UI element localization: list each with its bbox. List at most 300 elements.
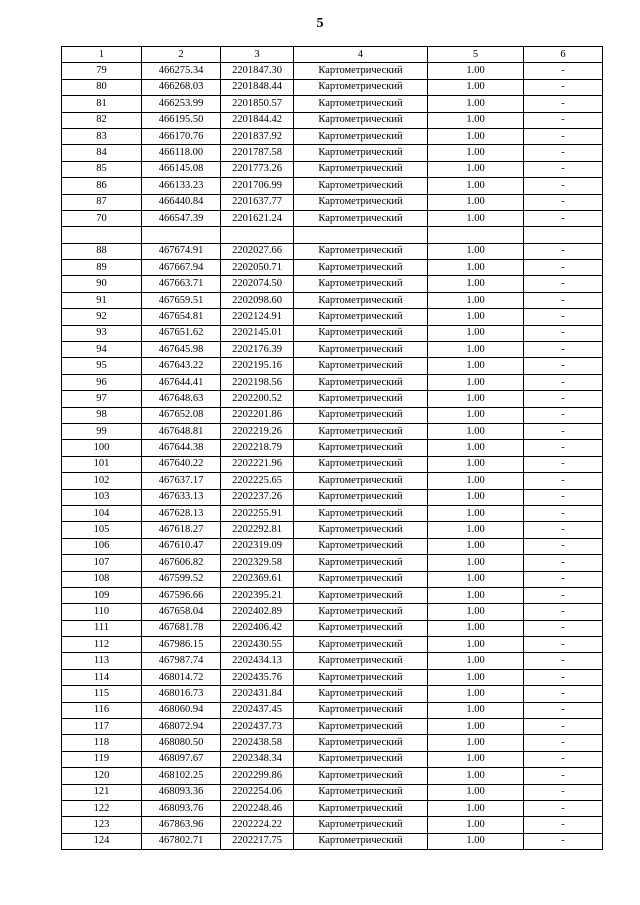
note-cell: - [524,112,603,128]
method-cell: Картометрический [294,768,428,784]
method-cell: Картометрический [294,161,428,177]
method-cell: Картометрический [294,309,428,325]
x-coordinate-cell: 466547.39 [142,210,221,226]
x-coordinate-cell: 468014.72 [142,669,221,685]
accuracy-cell: 1.00 [428,276,524,292]
note-cell: - [524,128,603,144]
method-cell: Картометрический [294,407,428,423]
note-cell: - [524,292,603,308]
y-coordinate-cell: 2202198.56 [221,374,294,390]
table-row [62,604,603,620]
point-number-cell: 112 [62,637,142,653]
accuracy-cell: 1.00 [428,538,524,554]
y-coordinate-cell: 2202201.86 [221,407,294,423]
table-row [62,473,603,489]
note-cell: - [524,456,603,472]
point-number-cell: 121 [62,784,142,800]
accuracy-cell: 1.00 [428,358,524,374]
x-coordinate-cell: 468016.73 [142,686,221,702]
y-coordinate-cell: 2202369.61 [221,571,294,587]
y-coordinate-cell: 2202395.21 [221,587,294,603]
point-number-cell: 108 [62,571,142,587]
note-cell: - [524,473,603,489]
y-coordinate-cell: 2201621.24 [221,210,294,226]
accuracy-cell: 1.00 [428,784,524,800]
y-coordinate-cell: 2202319.09 [221,538,294,554]
note-cell: - [524,587,603,603]
note-cell: - [524,833,603,849]
table-row [62,817,603,833]
method-cell: Картометрический [294,505,428,521]
note-cell: - [524,342,603,358]
point-number-cell: 100 [62,440,142,456]
point-number-cell: 115 [62,686,142,702]
x-coordinate-cell: 466170.76 [142,128,221,144]
accuracy-cell: 1.00 [428,423,524,439]
method-cell: Картометрический [294,194,428,210]
method-cell: Картометрический [294,456,428,472]
x-coordinate-cell: 468097.67 [142,751,221,767]
x-coordinate-cell: 467628.13 [142,505,221,521]
x-coordinate-cell: 467618.27 [142,522,221,538]
y-coordinate-cell: 2202435.76 [221,669,294,685]
table-row [62,292,603,308]
accuracy-cell: 1.00 [428,768,524,784]
column-header-6: 6 [524,47,603,63]
table-row [62,260,603,276]
point-number-cell: 107 [62,555,142,571]
note-cell: - [524,440,603,456]
table-row [62,407,603,423]
note-cell: - [524,309,603,325]
method-cell: Картометрический [294,96,428,112]
x-coordinate-cell: 467633.13 [142,489,221,505]
method-cell: Картометрический [294,817,428,833]
x-coordinate-cell: 467648.63 [142,391,221,407]
point-number-cell: 117 [62,719,142,735]
note-cell: - [524,604,603,620]
method-cell: Картометрический [294,178,428,194]
table-row [62,702,603,718]
method-cell: Картометрический [294,686,428,702]
x-coordinate-cell: 468093.36 [142,784,221,800]
x-coordinate-cell: 467644.38 [142,440,221,456]
x-coordinate-cell: 467654.81 [142,309,221,325]
x-coordinate-cell: 466133.23 [142,178,221,194]
accuracy-cell: 1.00 [428,686,524,702]
x-coordinate-cell: 467637.17 [142,473,221,489]
method-cell: Картометрический [294,423,428,439]
point-number-cell: 123 [62,817,142,833]
x-coordinate-cell: 468093.76 [142,800,221,816]
table-row [62,784,603,800]
accuracy-cell [428,227,524,243]
accuracy-cell: 1.00 [428,178,524,194]
method-cell: Картометрический [294,128,428,144]
y-coordinate-cell: 2202248.46 [221,800,294,816]
accuracy-cell: 1.00 [428,719,524,735]
y-coordinate-cell: 2202402.89 [221,604,294,620]
x-coordinate-cell: 467596.66 [142,587,221,603]
table-row [62,686,603,702]
method-cell: Картометрический [294,833,428,849]
accuracy-cell: 1.00 [428,571,524,587]
point-number-cell: 87 [62,194,142,210]
y-coordinate-cell: 2202437.45 [221,702,294,718]
note-cell: - [524,800,603,816]
x-coordinate-cell: 467802.71 [142,833,221,849]
x-coordinate-cell: 468060.94 [142,702,221,718]
y-coordinate-cell [221,227,294,243]
y-coordinate-cell: 2202237.26 [221,489,294,505]
table-row [62,79,603,95]
point-number-cell: 83 [62,128,142,144]
note-cell: - [524,407,603,423]
note-cell: - [524,768,603,784]
y-coordinate-cell: 2202098.60 [221,292,294,308]
note-cell: - [524,243,603,259]
x-coordinate-cell: 466275.34 [142,63,221,79]
accuracy-cell: 1.00 [428,604,524,620]
accuracy-cell: 1.00 [428,374,524,390]
method-cell: Картометрический [294,473,428,489]
method-cell: Картометрический [294,538,428,554]
y-coordinate-cell: 2202254.06 [221,784,294,800]
method-cell: Картометрический [294,260,428,276]
table-row [62,161,603,177]
accuracy-cell: 1.00 [428,669,524,685]
method-cell: Картометрический [294,112,428,128]
table-row [62,800,603,816]
y-coordinate-cell: 2201773.26 [221,161,294,177]
note-cell: - [524,637,603,653]
coordinates-table [61,46,603,850]
table-row [62,505,603,521]
x-coordinate-cell: 467986.15 [142,637,221,653]
x-coordinate-cell: 466145.08 [142,161,221,177]
accuracy-cell: 1.00 [428,112,524,128]
y-coordinate-cell: 2201787.58 [221,145,294,161]
note-cell: - [524,669,603,685]
note-cell: - [524,538,603,554]
x-coordinate-cell: 467667.94 [142,260,221,276]
table-body [62,63,603,850]
note-cell: - [524,751,603,767]
table-row [62,555,603,571]
table-row [62,456,603,472]
y-coordinate-cell: 2202124.91 [221,309,294,325]
point-number-cell: 94 [62,342,142,358]
x-coordinate-cell: 467863.96 [142,817,221,833]
point-number-cell [62,227,142,243]
y-coordinate-cell: 2201837.92 [221,128,294,144]
accuracy-cell: 1.00 [428,243,524,259]
accuracy-cell: 1.00 [428,522,524,538]
table-row [62,128,603,144]
accuracy-cell: 1.00 [428,407,524,423]
x-coordinate-cell: 466268.03 [142,79,221,95]
x-coordinate-cell: 467658.04 [142,604,221,620]
x-coordinate-cell: 467651.62 [142,325,221,341]
table-row [62,719,603,735]
method-cell: Картометрический [294,342,428,358]
y-coordinate-cell: 2201637.77 [221,194,294,210]
y-coordinate-cell: 2201847.30 [221,63,294,79]
table-row [62,342,603,358]
table-row [62,358,603,374]
table-row [62,112,603,128]
y-coordinate-cell: 2202225.65 [221,473,294,489]
note-cell: - [524,79,603,95]
method-cell: Картометрический [294,604,428,620]
table-row [62,96,603,112]
point-number-cell: 88 [62,243,142,259]
accuracy-cell: 1.00 [428,587,524,603]
x-coordinate-cell: 466195.50 [142,112,221,128]
x-coordinate-cell: 467643.22 [142,358,221,374]
note-cell: - [524,391,603,407]
y-coordinate-cell: 2201706.99 [221,178,294,194]
note-cell: - [524,276,603,292]
y-coordinate-cell: 2201848.44 [221,79,294,95]
point-number-cell: 93 [62,325,142,341]
accuracy-cell: 1.00 [428,309,524,325]
method-cell: Картометрический [294,440,428,456]
table-row [62,423,603,439]
point-number-cell: 95 [62,358,142,374]
method-cell: Картометрический [294,653,428,669]
y-coordinate-cell: 2202292.81 [221,522,294,538]
accuracy-cell: 1.00 [428,505,524,521]
x-coordinate-cell [142,227,221,243]
y-coordinate-cell: 2202329.58 [221,555,294,571]
x-coordinate-cell: 467644.41 [142,374,221,390]
column-header-4: 4 [294,47,428,63]
note-cell: - [524,358,603,374]
header-row [62,47,603,63]
method-cell: Картометрический [294,669,428,685]
note-cell: - [524,702,603,718]
y-coordinate-cell: 2202200.52 [221,391,294,407]
accuracy-cell: 1.00 [428,342,524,358]
y-coordinate-cell: 2201844.42 [221,112,294,128]
accuracy-cell: 1.00 [428,161,524,177]
accuracy-cell: 1.00 [428,833,524,849]
note-cell: - [524,735,603,751]
x-coordinate-cell: 466253.99 [142,96,221,112]
table-row [62,669,603,685]
note-cell [524,227,603,243]
note-cell: - [524,178,603,194]
method-cell: Картометрический [294,243,428,259]
method-cell: Картометрический [294,702,428,718]
point-number-cell: 84 [62,145,142,161]
table-row [62,440,603,456]
method-cell: Картометрический [294,637,428,653]
y-coordinate-cell: 2202145.01 [221,325,294,341]
column-header-3: 3 [221,47,294,63]
x-coordinate-cell: 467681.78 [142,620,221,636]
x-coordinate-cell: 467599.52 [142,571,221,587]
point-number-cell: 92 [62,309,142,325]
accuracy-cell: 1.00 [428,555,524,571]
accuracy-cell: 1.00 [428,702,524,718]
y-coordinate-cell: 2202430.55 [221,637,294,653]
note-cell: - [524,145,603,161]
table-row [62,63,603,79]
note-cell: - [524,489,603,505]
point-number-cell: 118 [62,735,142,751]
method-cell: Картометрический [294,210,428,226]
note-cell: - [524,571,603,587]
accuracy-cell: 1.00 [428,210,524,226]
y-coordinate-cell: 2202176.39 [221,342,294,358]
y-coordinate-cell: 2202195.16 [221,358,294,374]
accuracy-cell: 1.00 [428,653,524,669]
point-number-cell: 106 [62,538,142,554]
accuracy-cell: 1.00 [428,260,524,276]
note-cell: - [524,374,603,390]
note-cell: - [524,63,603,79]
method-cell: Картометрический [294,325,428,341]
y-coordinate-cell: 2202027.66 [221,243,294,259]
note-cell: - [524,719,603,735]
x-coordinate-cell: 466118.00 [142,145,221,161]
method-cell: Картометрический [294,587,428,603]
y-coordinate-cell: 2202437.73 [221,719,294,735]
point-number-cell: 97 [62,391,142,407]
method-cell: Картометрический [294,292,428,308]
point-number-cell: 82 [62,112,142,128]
y-coordinate-cell: 2202219.26 [221,423,294,439]
x-coordinate-cell: 467663.71 [142,276,221,292]
x-coordinate-cell: 467606.82 [142,555,221,571]
x-coordinate-cell: 468080.50 [142,735,221,751]
point-number-cell: 90 [62,276,142,292]
table-row [62,391,603,407]
note-cell: - [524,686,603,702]
note-cell: - [524,505,603,521]
point-number-cell: 124 [62,833,142,849]
point-number-cell: 111 [62,620,142,636]
note-cell: - [524,653,603,669]
point-number-cell: 102 [62,473,142,489]
point-number-cell: 85 [62,161,142,177]
note-cell: - [524,817,603,833]
method-cell: Картометрический [294,358,428,374]
table-row [62,276,603,292]
method-cell: Картометрический [294,276,428,292]
column-header-2: 2 [142,47,221,63]
y-coordinate-cell: 2202348.34 [221,751,294,767]
method-cell [294,227,428,243]
accuracy-cell: 1.00 [428,456,524,472]
method-cell: Картометрический [294,145,428,161]
point-number-cell: 119 [62,751,142,767]
point-number-cell: 103 [62,489,142,505]
accuracy-cell: 1.00 [428,817,524,833]
table-row [62,325,603,341]
method-cell: Картометрический [294,571,428,587]
accuracy-cell: 1.00 [428,145,524,161]
point-number-cell: 80 [62,79,142,95]
method-cell: Картометрический [294,751,428,767]
note-cell: - [524,194,603,210]
table-row [62,227,603,243]
table-row [62,735,603,751]
y-coordinate-cell: 2201850.57 [221,96,294,112]
x-coordinate-cell: 467648.81 [142,423,221,439]
y-coordinate-cell: 2202255.91 [221,505,294,521]
table-row [62,145,603,161]
table-row [62,751,603,767]
point-number-cell: 104 [62,505,142,521]
table-row [62,489,603,505]
accuracy-cell: 1.00 [428,637,524,653]
point-number-cell: 79 [62,63,142,79]
y-coordinate-cell: 2202406.42 [221,620,294,636]
point-number-cell: 86 [62,178,142,194]
y-coordinate-cell: 2202438.58 [221,735,294,751]
accuracy-cell: 1.00 [428,473,524,489]
accuracy-cell: 1.00 [428,292,524,308]
accuracy-cell: 1.00 [428,440,524,456]
accuracy-cell: 1.00 [428,128,524,144]
accuracy-cell: 1.00 [428,325,524,341]
method-cell: Картометрический [294,79,428,95]
y-coordinate-cell: 2202221.96 [221,456,294,472]
point-number-cell: 81 [62,96,142,112]
note-cell: - [524,161,603,177]
table-row [62,637,603,653]
table-row [62,653,603,669]
accuracy-cell: 1.00 [428,751,524,767]
method-cell: Картометрический [294,374,428,390]
x-coordinate-cell: 467645.98 [142,342,221,358]
y-coordinate-cell: 2202224.22 [221,817,294,833]
point-number-cell: 110 [62,604,142,620]
note-cell: - [524,620,603,636]
y-coordinate-cell: 2202431.84 [221,686,294,702]
page-number: 5 [316,16,324,31]
x-coordinate-cell: 467652.08 [142,407,221,423]
point-number-cell: 114 [62,669,142,685]
table-row [62,587,603,603]
x-coordinate-cell: 467659.51 [142,292,221,308]
y-coordinate-cell: 2202050.71 [221,260,294,276]
table-header [62,47,603,63]
table-row [62,833,603,849]
table-row [62,374,603,390]
method-cell: Картометрический [294,620,428,636]
point-number-cell: 96 [62,374,142,390]
method-cell: Картометрический [294,784,428,800]
method-cell: Картометрический [294,719,428,735]
accuracy-cell: 1.00 [428,735,524,751]
table-row [62,571,603,587]
column-header-5: 5 [428,47,524,63]
x-coordinate-cell: 467674.91 [142,243,221,259]
point-number-cell: 109 [62,587,142,603]
point-number-cell: 91 [62,292,142,308]
table-row [62,178,603,194]
note-cell: - [524,260,603,276]
note-cell: - [524,555,603,571]
point-number-cell: 99 [62,423,142,439]
point-number-cell: 98 [62,407,142,423]
accuracy-cell: 1.00 [428,63,524,79]
point-number-cell: 122 [62,800,142,816]
